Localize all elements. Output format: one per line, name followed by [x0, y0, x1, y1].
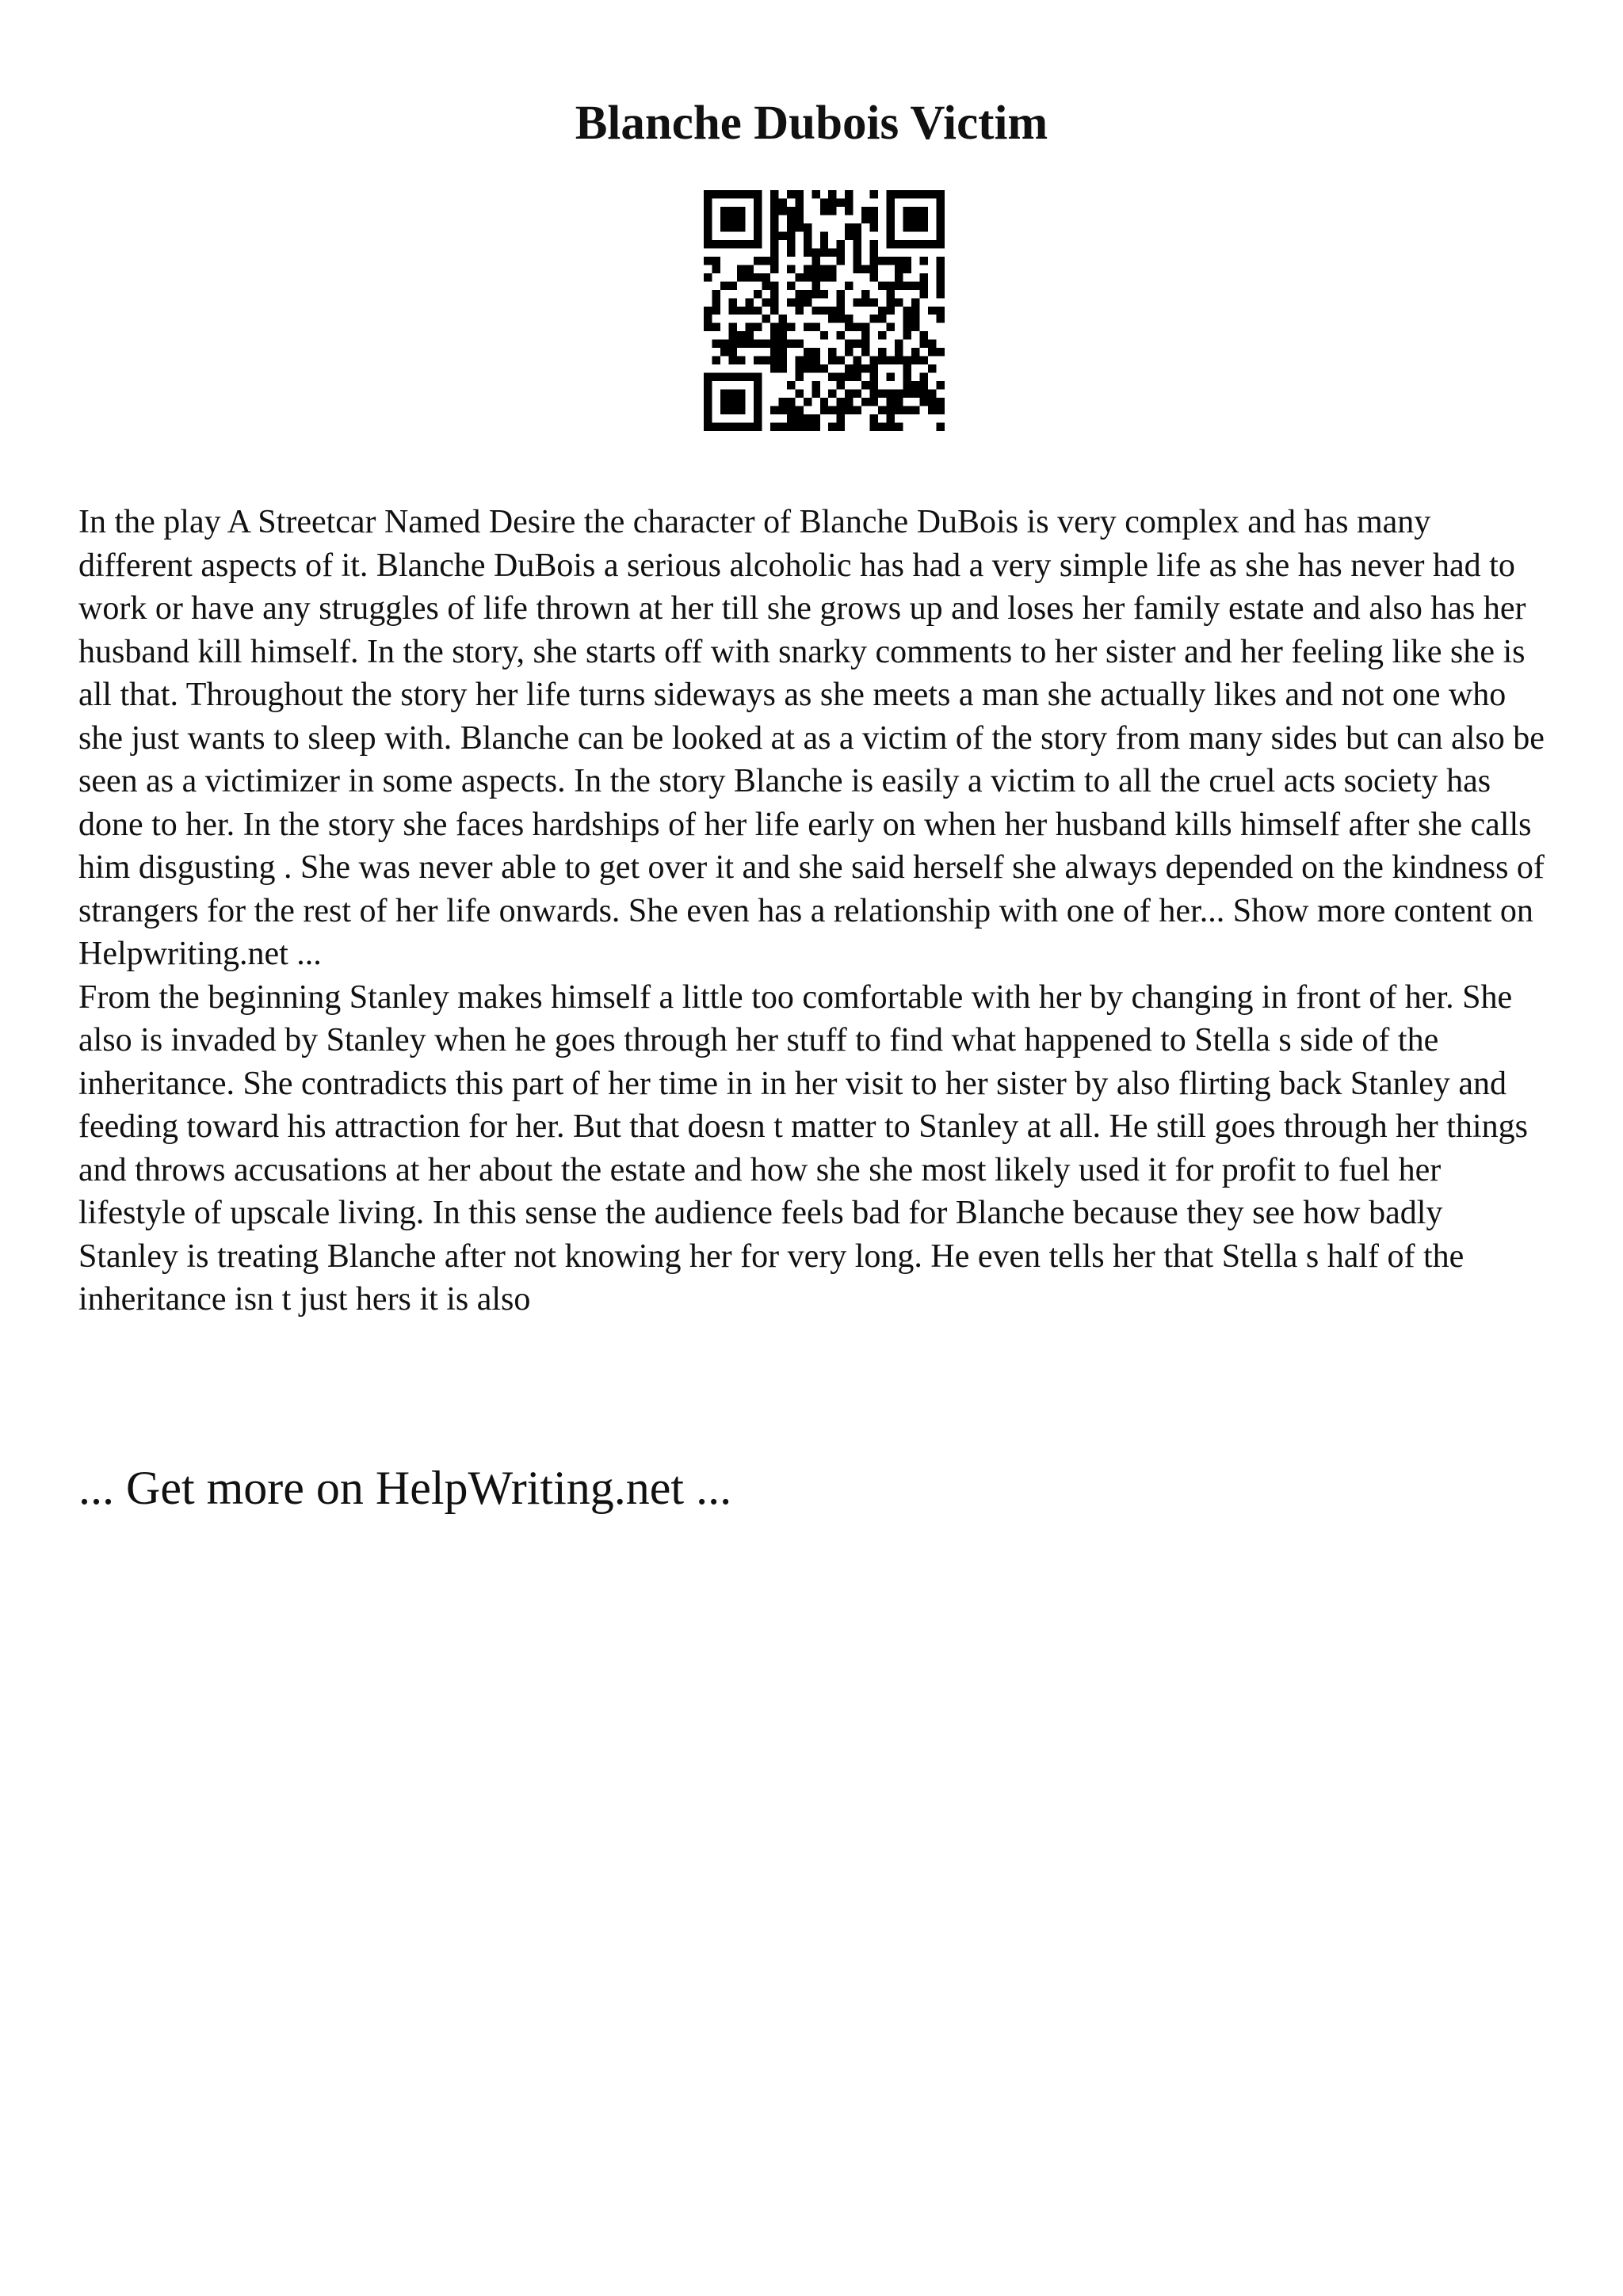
- paragraph: In the play A Streetcar Named Desire the character of Blanche DuBois is very complex and has many different aspects of it. Blanche DuBois a serious alcoholic has had a very simple life as she has never had to work or have any struggles of life thrown at her till she grows up and loses her family estate and also has her husband kill himself. In the story, she starts off with snarky comments to her sister and her feeling like she is all that. Throughout the story her life turns sideways as she meets a man she actually likes and not one who she just wants to sleep with. Blanche can be looked at as a victim of the story from many sides but can also be seen as a victimizer in some aspects. In the story Blanche is easily a victim to all the cruel acts society has done to her. In the story she faces hardships of her life early on when her husband kills himself after she calls him disgusting . She was never able to get over it and she said herself she always depended on the kindness of strangers for the rest of her life onwards. She even has a relationship with one of her... Show more content on Helpwriting.net ...: [78, 504, 1545, 972]
- get-more-link[interactable]: ... Get more on HelpWriting.net ...: [78, 1462, 732, 1514]
- essay-body: [78, 501, 1545, 1322]
- paragraph: From the beginning Stanley makes himself a little too comfortable with her by changing in front of her. She also is invaded by Stanley when he goes through her stuff to find what happened to Stella s side of the inheritance. She contradicts this part of her time in in her visit to her sister by also flirting back Stanley and feeding toward his attraction for her. But that doesn t matter to Stanley at all. He still goes through her things and throws accusations at her about the estate and how she she most likely used it for profit to fuel her lifestyle of upscale living. In this sense the audience feels bad for Blanche because they see how badly Stanley is treating Blanche after not knowing her for very long. He even tells her that Stella s half of the inheritance isn t just hers it is also: [78, 978, 1528, 1318]
- qr-code-icon: [704, 190, 945, 431]
- page-title: Blanche Dubois Victim: [575, 97, 1048, 150]
